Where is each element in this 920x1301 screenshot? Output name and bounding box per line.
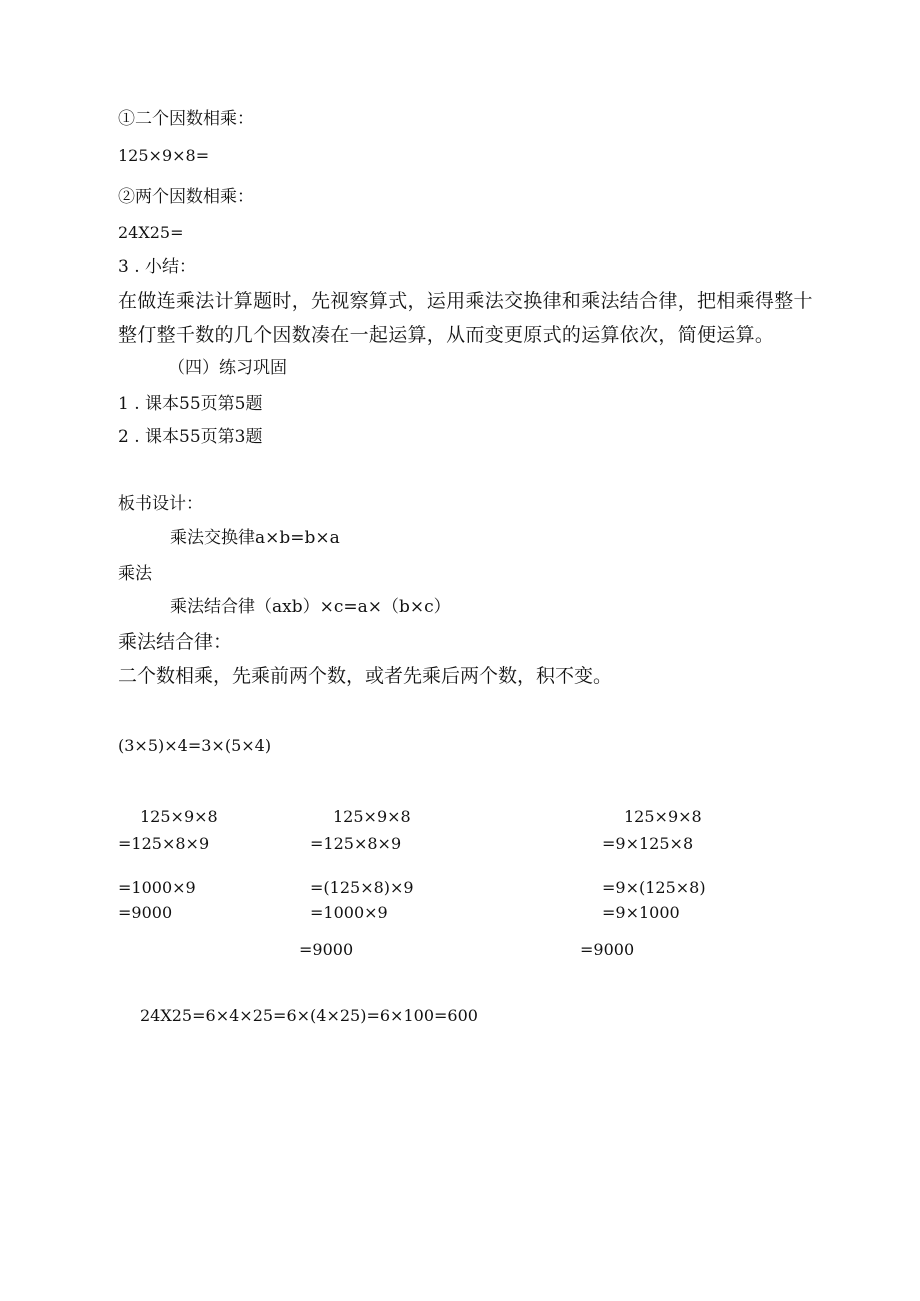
board-design-heading: 板书设计：: [118, 494, 203, 514]
multiplication-label: 乘法: [118, 564, 152, 584]
associative-law-description: 二个数相乘，先乘前两个数，或者先乘后两个数，积不变。: [118, 665, 613, 687]
calc-line: =9×(125×8): [602, 878, 706, 897]
final-calculation: 24X25=6×4×25=6×(4×25)=6×100=600: [140, 1006, 478, 1025]
summary-heading: 3 . 小结：: [118, 257, 197, 277]
calc-line: =9000: [580, 940, 635, 959]
associative-law-heading: 乘法结合律：: [118, 631, 233, 653]
calc-line: 125×9×8: [333, 807, 411, 826]
calc-line: =9×125×8: [602, 834, 694, 853]
practice-item-2: 2 . 课本55页第3题: [118, 427, 263, 447]
expression-125-9-8: 125×9×8=: [118, 146, 210, 165]
calc-line: =(125×8)×9: [310, 878, 414, 897]
expression-24x25: 24X25=: [118, 223, 184, 242]
heading-two-factors-alt: ②两个因数相乘：: [118, 187, 254, 207]
calc-line: =9×1000: [602, 903, 680, 922]
practice-item-1: 1 . 课本55页第5题: [118, 394, 263, 414]
calc-line: =1000×9: [310, 903, 388, 922]
calc-line: =125×8×9: [118, 834, 210, 853]
summary-text-line-1: 在做连乘法计算题时，先视察算式，运用乘法交换律和乘法结合律，把相乘得整十: [118, 290, 813, 312]
calc-line: =1000×9: [118, 878, 196, 897]
calc-line: 125×9×8: [624, 807, 702, 826]
practice-heading: （四）练习巩固: [168, 358, 287, 378]
summary-text-line-2: 整仃整千数的几个因数凑在一起运算，从而变更原式的运算依次，简便运算。: [118, 324, 775, 346]
calc-line: 125×9×8: [140, 807, 218, 826]
calc-line: =9000: [118, 903, 173, 922]
commutative-law: 乘法交换律a×b=b×a: [170, 528, 340, 548]
heading-two-factors: ①二个因数相乘：: [118, 109, 254, 129]
associative-law: 乘法结合律（axb）×c=a×（b×c）: [170, 597, 451, 617]
example-equation: (3×5)×4=3×(5×4): [118, 736, 272, 755]
calc-line: =9000: [299, 940, 354, 959]
calc-line: =125×8×9: [310, 834, 402, 853]
